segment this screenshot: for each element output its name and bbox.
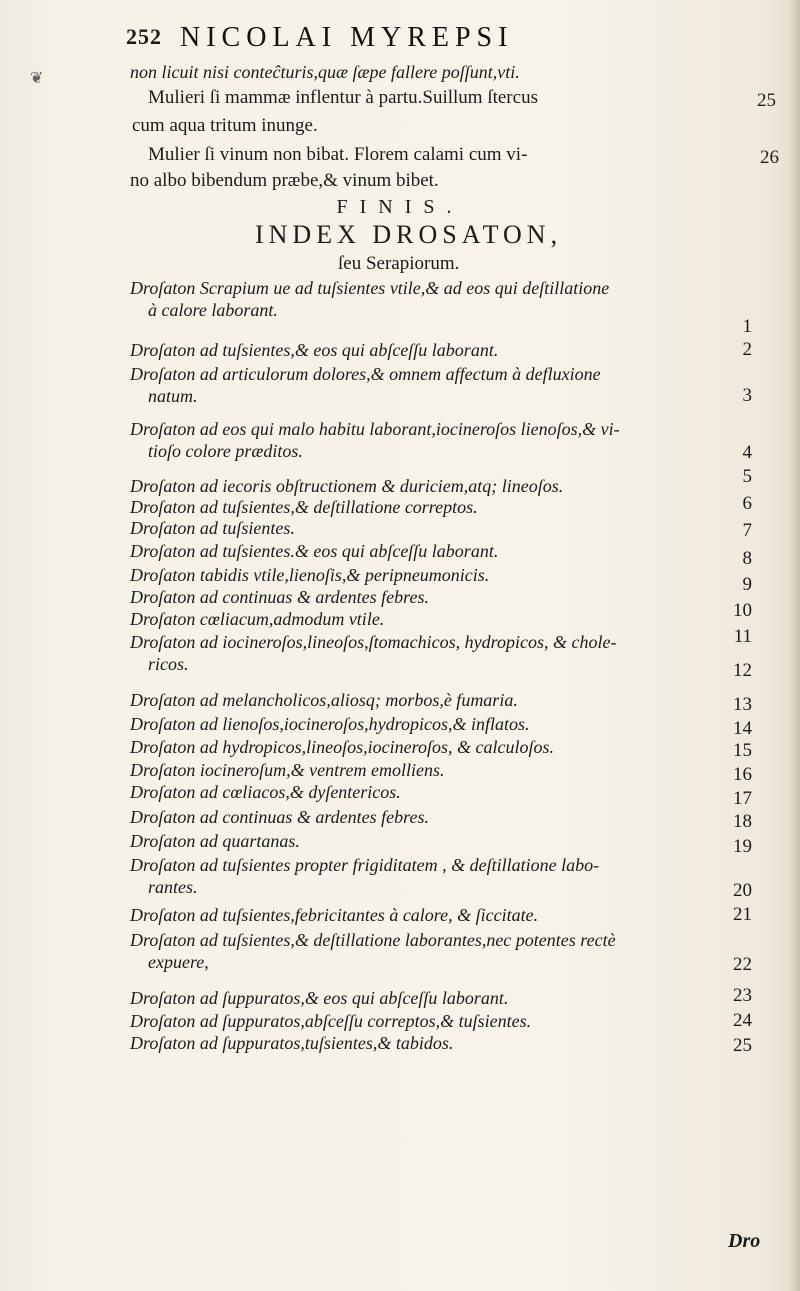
- index-entry-line: Droſaton ad tuſsientes,& deſtillatione laborantes,nec potentes rectè: [130, 930, 616, 950]
- index-entry-number: 19: [733, 836, 752, 857]
- index-entry-line: Droſaton ad continuas & ardentes febres.: [130, 807, 429, 827]
- index-entry-number: 2: [742, 339, 752, 360]
- margin-number: 26: [760, 147, 779, 168]
- index-entry-line: natum.: [148, 386, 198, 406]
- index-subtitle: ſeu Serapiorum.: [338, 253, 460, 274]
- index-entry-line: Droſaton ad melancholicos,aliosq; morbos,è fumaria.: [130, 690, 518, 710]
- margin-number: 25: [757, 90, 776, 111]
- index-entry-line: expuere,: [148, 952, 209, 972]
- page-number: 252: [126, 24, 162, 49]
- index-entry-line: Droſaton iocineroſum,& ventrem emolliens.: [130, 760, 445, 780]
- index-entry-number: 1: [742, 316, 752, 337]
- index-entry-number: 5: [742, 466, 752, 487]
- finis-heading: FINIS.: [336, 196, 464, 218]
- index-entry-number: 10: [733, 600, 752, 621]
- index-entry-number: 13: [733, 694, 752, 715]
- index-entry-line: Droſaton ad iocineroſos,lineoſos,ſtomachicos, hydropicos, & chole-: [130, 632, 617, 652]
- index-entry-number: 16: [733, 764, 752, 785]
- index-entry-number: 14: [733, 718, 752, 739]
- index-entry-number: 6: [742, 493, 752, 514]
- index-entry-line: Droſaton ad ſuppuratos,tuſsientes,& tabidos.: [130, 1033, 454, 1053]
- index-entry-number: 22: [733, 954, 752, 975]
- top-text-line: cum aqua tritum inunge.: [132, 115, 318, 136]
- index-entry-number: 17: [733, 788, 752, 809]
- index-entry-line: à calore laborant.: [148, 300, 278, 320]
- index-entry-line: Droſaton ad tuſsientes.& eos qui abſceſſu laborant.: [130, 541, 499, 561]
- index-entry-number: 20: [733, 880, 752, 901]
- index-entry-number: 9: [742, 574, 752, 595]
- catchword: Dro: [728, 1230, 761, 1252]
- index-entry-line: Droſaton ad ſuppuratos,abſceſſu correptos,& tuſsientes.: [130, 1011, 532, 1031]
- index-entry-line: Droſaton ad ſuppuratos,& eos qui abſceſſu laborant.: [130, 988, 509, 1008]
- index-entry-number: 24: [733, 1010, 752, 1031]
- index-entry-line: Droſaton ad tuſsientes,& eos qui abſceſſu laborant.: [130, 340, 499, 360]
- running-title: NICOLAI MYREPSI: [180, 22, 514, 53]
- index-entry-line: Droſaton tabidis vtile,lienoſis,& peripneumonicis.: [130, 565, 490, 585]
- index-entry-line: Droſaton ad tuſsientes propter frigiditatem , & deſtillatione labo-: [130, 855, 600, 875]
- index-entry-number: 7: [742, 520, 752, 541]
- index-entry-line: Droſaton ad cœliacos,& dyſentericos.: [130, 782, 401, 802]
- top-text-line: Mulier ſi vinum non bibat. Florem calami cum vi-: [148, 144, 528, 165]
- index-entry-line: Droſaton ad quartanas.: [130, 831, 300, 851]
- index-entry-number: 11: [733, 626, 752, 647]
- index-entry-number: 23: [733, 985, 752, 1006]
- index-entry-line: Droſaton ad hydropicos,lineoſos,iocineroſos, & calculoſos.: [130, 737, 554, 757]
- index-entry-number: 15: [733, 740, 752, 761]
- index-entry-line: Droſaton ad continuas & ardentes febres.: [130, 587, 429, 607]
- index-entry-line: Droſaton ad tuſsientes,febricitantes à calore, & ſiccitate.: [130, 905, 539, 925]
- index-entry-line: Droſaton Scrapium ue ad tuſsientes vtile,& ad eos qui deſtillatione: [130, 278, 610, 298]
- top-text-line: no albo bibendum præbe,& vinum bibet.: [130, 170, 439, 191]
- index-entry-number: 21: [733, 904, 752, 925]
- index-entry-number: 25: [733, 1035, 752, 1056]
- index-entry-line: Droſaton ad tuſsientes,& deſtillatione correptos.: [130, 497, 478, 517]
- index-entry-number: 18: [733, 811, 752, 832]
- index-entry-number: 3: [742, 385, 752, 406]
- printers-mark-icon: ❦: [30, 68, 44, 87]
- top-text-line: Mulieri ſi mammæ inflentur à partu.Suillum ſtercus: [148, 87, 538, 108]
- index-entry-line: Droſaton ad articulorum dolores,& omnem affectum à defluxione: [130, 364, 601, 384]
- page-edge-shadow: [788, 0, 800, 1291]
- index-entry-number: 8: [742, 548, 752, 569]
- index-title: INDEX DROSATON,: [255, 220, 563, 249]
- index-entry-number: 12: [733, 660, 752, 681]
- index-entry-line: ricos.: [148, 654, 189, 674]
- index-entry-line: Droſaton ad lienoſos,iocineroſos,hydropicos,& inflatos.: [130, 714, 530, 734]
- index-entry-line: Droſaton ad iecoris obſtructionem & duriciem,atq; lineoſos.: [130, 476, 564, 496]
- index-entry-number: 4: [742, 442, 752, 463]
- index-entry-line: tioſo colore præditos.: [148, 441, 303, 461]
- index-entry-line: rantes.: [148, 877, 198, 897]
- index-entry-line: Droſaton cœliacum,admodum vtile.: [130, 609, 385, 629]
- index-entry-line: Droſaton ad eos qui malo habitu laborant,iocineroſos lienoſos,& vi-: [130, 419, 620, 439]
- index-entry-line: Droſaton ad tuſsientes.: [130, 518, 295, 538]
- top-text-line: non licuit nisi conteĉturis,quæ ſæpe fallere poſſunt,vti.: [130, 62, 520, 82]
